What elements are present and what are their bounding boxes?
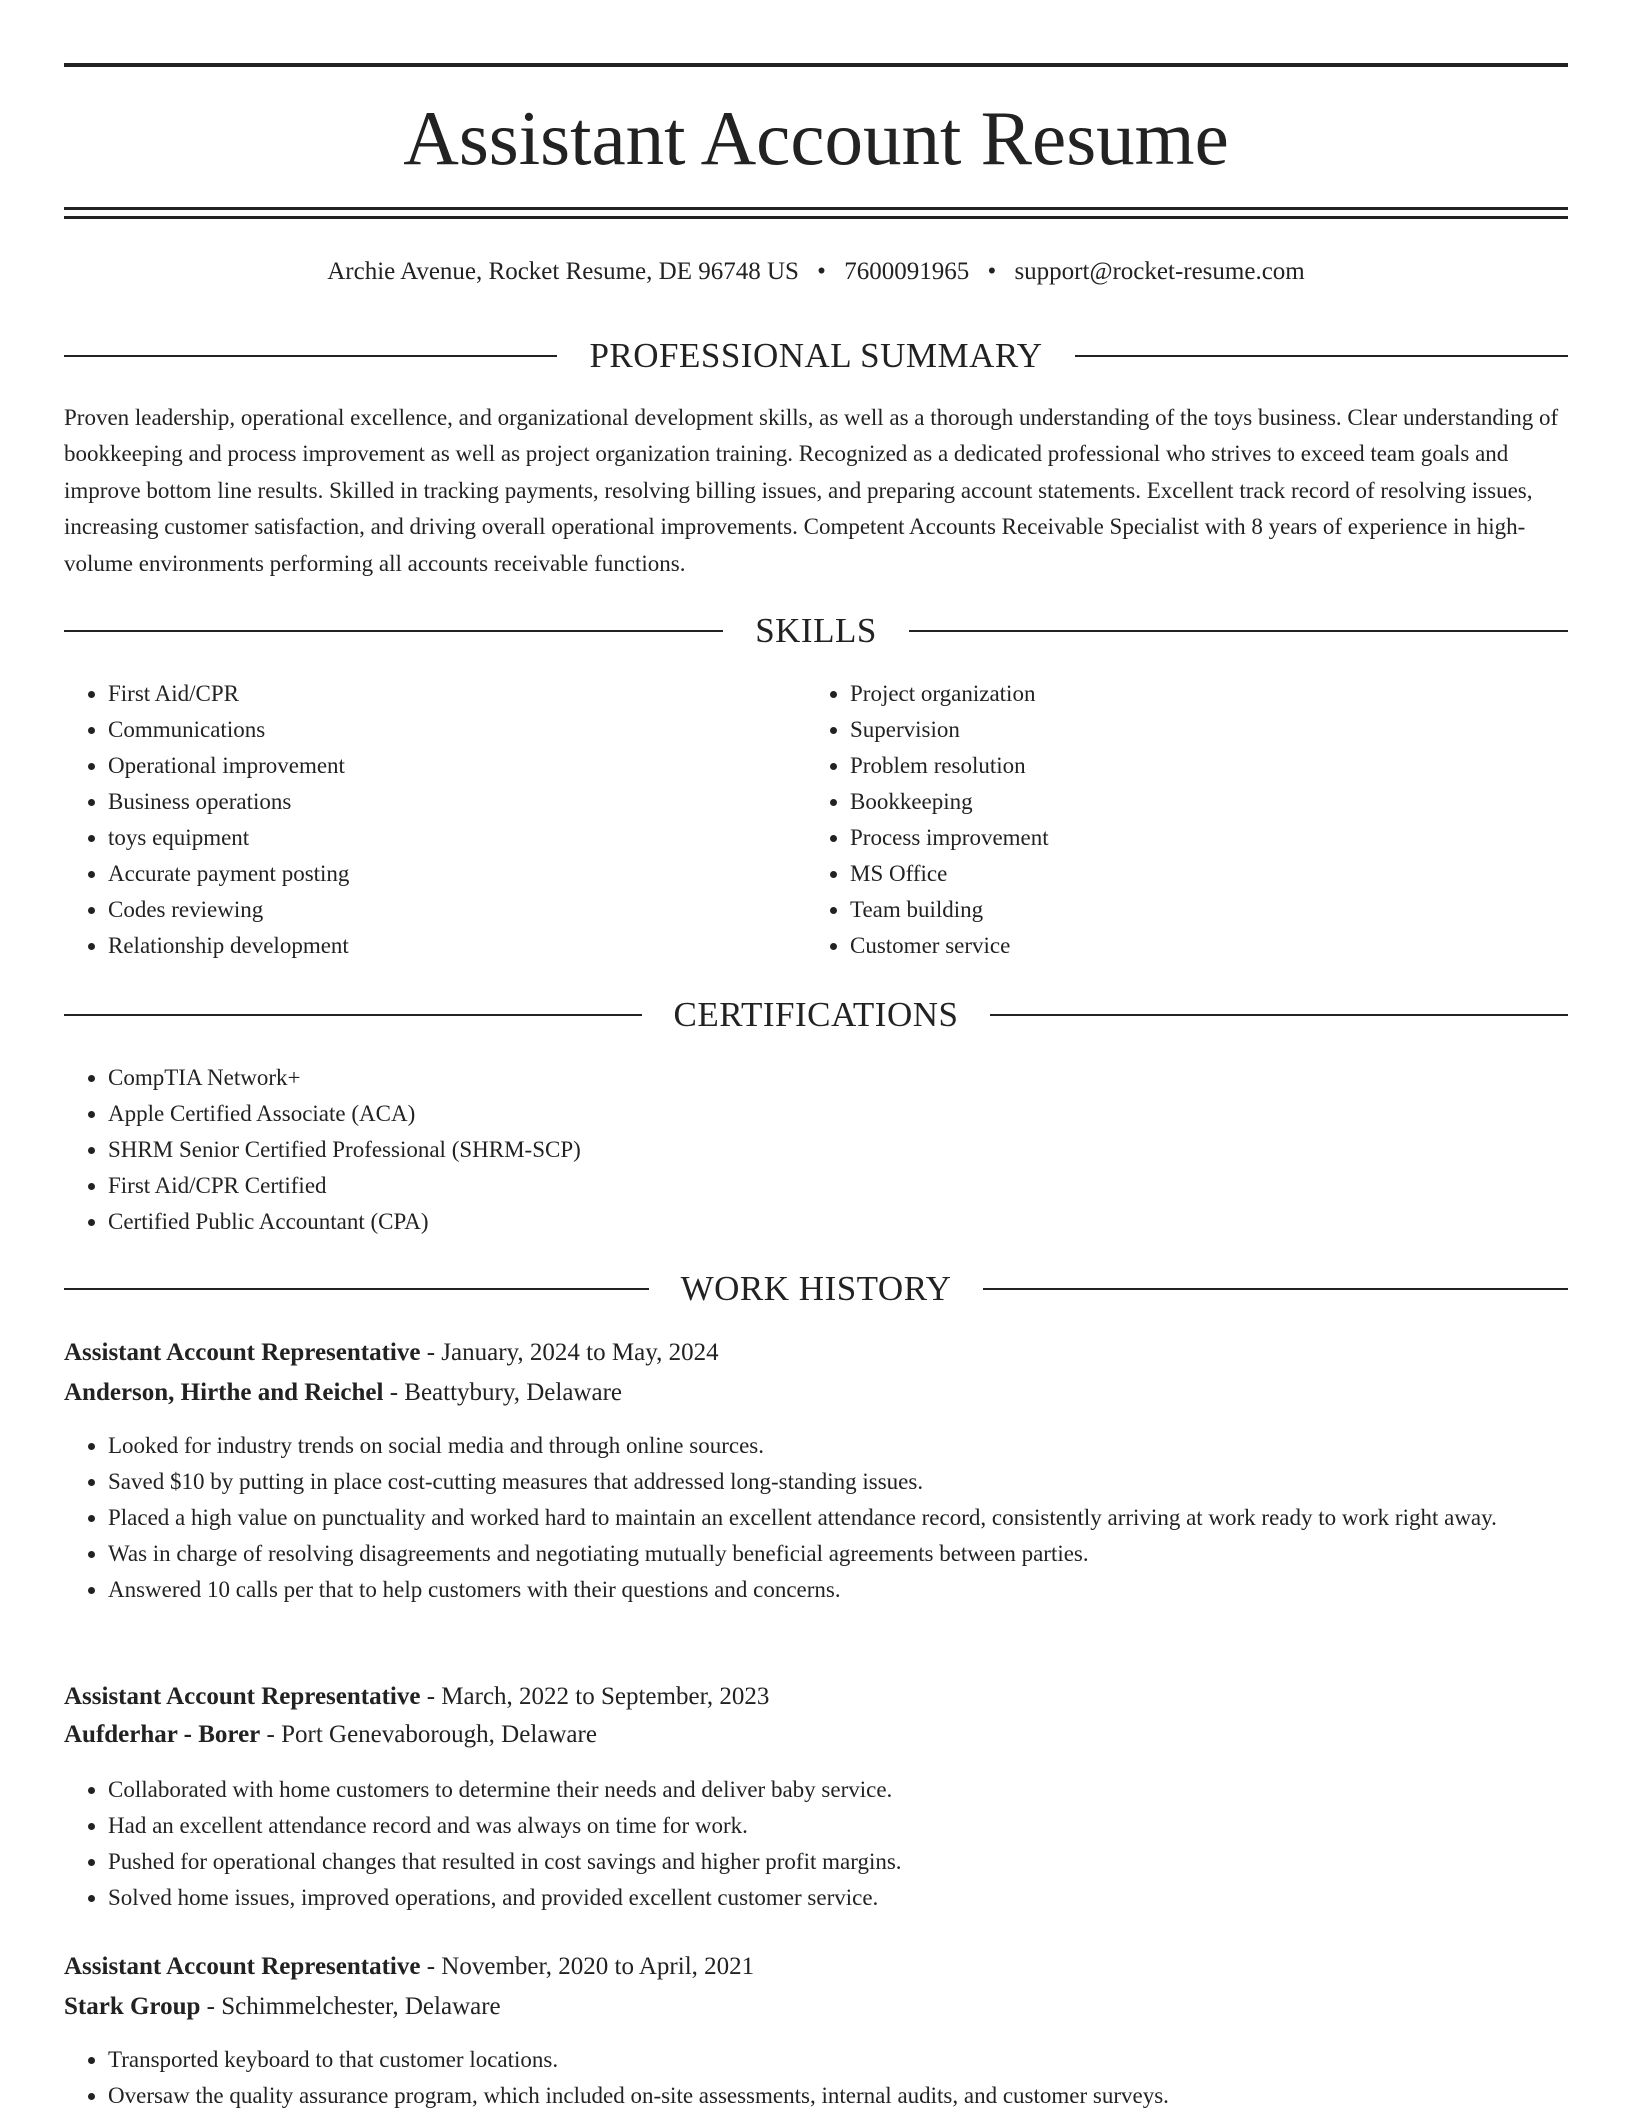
job-location: - Port Genevaborough, Delaware	[260, 1721, 597, 1748]
skills-list-left	[64, 676, 808, 964]
skills-list-right	[806, 676, 1550, 964]
skill-item: • Operational improvement	[108, 748, 808, 784]
job-company: Anderson, Hirthe and Reichel	[64, 1379, 384, 1406]
job-company: Stark Group	[64, 1993, 201, 2020]
skill-item: • Project organization	[850, 676, 1550, 712]
job-bullet: • Answered 10 calls per that to help customers with their questions and concerns.	[108, 1572, 1568, 1608]
skill-item: • Business operations	[108, 784, 808, 820]
heading-rule	[64, 355, 557, 357]
job-company-line	[64, 1988, 1568, 2026]
job-bullet: • Was in charge of resolving disagreements and negotiating mutually beneficial agreements between parties.	[108, 1536, 1568, 1572]
contact-address: Archie Avenue, Rocket Resume, DE 96748 US	[327, 258, 799, 285]
job-bullet: • Placed a high value on punctuality and worked hard to maintain an excellent attendance record, consistently arriving at work ready to work right away.	[108, 1500, 1568, 1536]
contact-line	[0, 254, 1632, 290]
certification-item: • First Aid/CPR Certified	[108, 1168, 1508, 1204]
contact-phone: 7600091965	[844, 258, 970, 285]
title-rule-thin	[64, 216, 1568, 219]
job-title: Assistant Account Representative	[64, 1953, 421, 1980]
job-location: - Beattybury, Delaware	[383, 1379, 623, 1406]
contact-separator: •	[817, 258, 826, 285]
section-heading-certifications	[64, 992, 1568, 1038]
section-heading-summary	[64, 333, 1568, 379]
job-title-line	[64, 1334, 1568, 1372]
skill-item: • Accurate payment posting	[108, 856, 808, 892]
skill-item: • First Aid/CPR	[108, 676, 808, 712]
summary-text: Proven leadership, operational excellence, and organizational development skills, as well as a thorough understanding of the toys business. Clear understanding of bookkeeping and process improvement as well as project organization training. Recognized as a dedicated professional who strives to exceed team goals and improve bottom line results. Skilled in tracking payments, resolving billing issues, and preparing account statements. Excellent track record of resolving issues, increasing customer satisfaction, and driving overall operational improvements. Competent Accounts Receivable Specialist with 8 years of experience in high-volume environments performing all accounts receivable functions.	[64, 405, 1559, 576]
job-bullets	[64, 1772, 1568, 1916]
skill-item: • Process improvement	[850, 820, 1550, 856]
section-heading-work-history	[64, 1266, 1568, 1312]
heading-rule	[909, 630, 1568, 632]
job-bullet: • Looked for industry trends on social media and through online sources.	[108, 1428, 1568, 1464]
resume-title: Assistant Account Resume	[403, 95, 1229, 181]
job-title-line	[64, 1678, 1568, 1716]
job-bullets	[64, 2042, 1568, 2114]
job-bullet: • Collaborated with home customers to determine their needs and deliver baby service.	[108, 1772, 1568, 1808]
job-bullet: • Had an excellent attendance record and was always on time for work.	[108, 1808, 1568, 1844]
job-bullet: • Oversaw the quality assurance program, which included on-site assessments, internal audits, and customer surveys.	[108, 2078, 1568, 2114]
job-location: - Schimmelchester, Delaware	[200, 1993, 501, 2020]
job-bullet: • Transported keyboard to that customer locations.	[108, 2042, 1568, 2078]
heading-rule	[983, 1288, 1568, 1290]
skill-item: • Communications	[108, 712, 808, 748]
job-dates: - January, 2024 to May, 2024	[420, 1339, 719, 1366]
skill-item: • MS Office	[850, 856, 1550, 892]
job-company-line	[64, 1374, 1568, 1412]
section-title: WORK HISTORY	[680, 1269, 952, 1308]
top-rule	[64, 63, 1568, 67]
certification-item: • Apple Certified Associate (ACA)	[108, 1096, 1508, 1132]
skill-item: • Codes reviewing	[108, 892, 808, 928]
heading-rule	[990, 1014, 1568, 1016]
skill-item: • Supervision	[850, 712, 1550, 748]
section-title: PROFESSIONAL SUMMARY	[589, 336, 1043, 375]
section-title: CERTIFICATIONS	[673, 995, 959, 1034]
contact-email: support@rocket-resume.com	[1014, 258, 1305, 285]
heading-rule	[1075, 355, 1568, 357]
job-company-line	[64, 1716, 1568, 1754]
skill-item: • Problem resolution	[850, 748, 1550, 784]
section-heading-skills	[64, 608, 1568, 654]
section-title: SKILLS	[755, 611, 877, 650]
job-bullet: • Solved home issues, improved operations, and provided excellent customer service.	[108, 1880, 1568, 1916]
job-bullets	[64, 1428, 1568, 1608]
skill-item: • Team building	[850, 892, 1550, 928]
job-dates: - November, 2020 to April, 2021	[420, 1953, 755, 1980]
skill-item: • Customer service	[850, 928, 1550, 964]
job-title: Assistant Account Representative	[64, 1339, 421, 1366]
heading-rule	[64, 1288, 649, 1290]
job-bullet: • Saved $10 by putting in place cost-cutting measures that addressed long-standing issues.	[108, 1464, 1568, 1500]
job-company: Aufderhar - Borer	[64, 1721, 261, 1748]
job-dates: - March, 2022 to September, 2023	[420, 1683, 770, 1710]
heading-rule	[64, 630, 723, 632]
certification-item: • Certified Public Accountant (CPA)	[108, 1204, 1508, 1240]
job-title-line	[64, 1948, 1568, 1986]
heading-rule	[64, 1014, 642, 1016]
certification-item: • SHRM Senior Certified Professional (SHRM-SCP)	[108, 1132, 1508, 1168]
certifications-list	[64, 1060, 1508, 1240]
title-rule-thick	[64, 207, 1568, 210]
contact-separator: •	[987, 258, 997, 285]
skill-item: • toys equipment	[108, 820, 808, 856]
certification-item: • CompTIA Network+	[108, 1060, 1508, 1096]
job-title: Assistant Account Representative	[64, 1683, 421, 1710]
job-bullet: • Pushed for operational changes that resulted in cost savings and higher profit margins.	[108, 1844, 1568, 1880]
skill-item: • Bookkeeping	[850, 784, 1550, 820]
skill-item: • Relationship development	[108, 928, 808, 964]
